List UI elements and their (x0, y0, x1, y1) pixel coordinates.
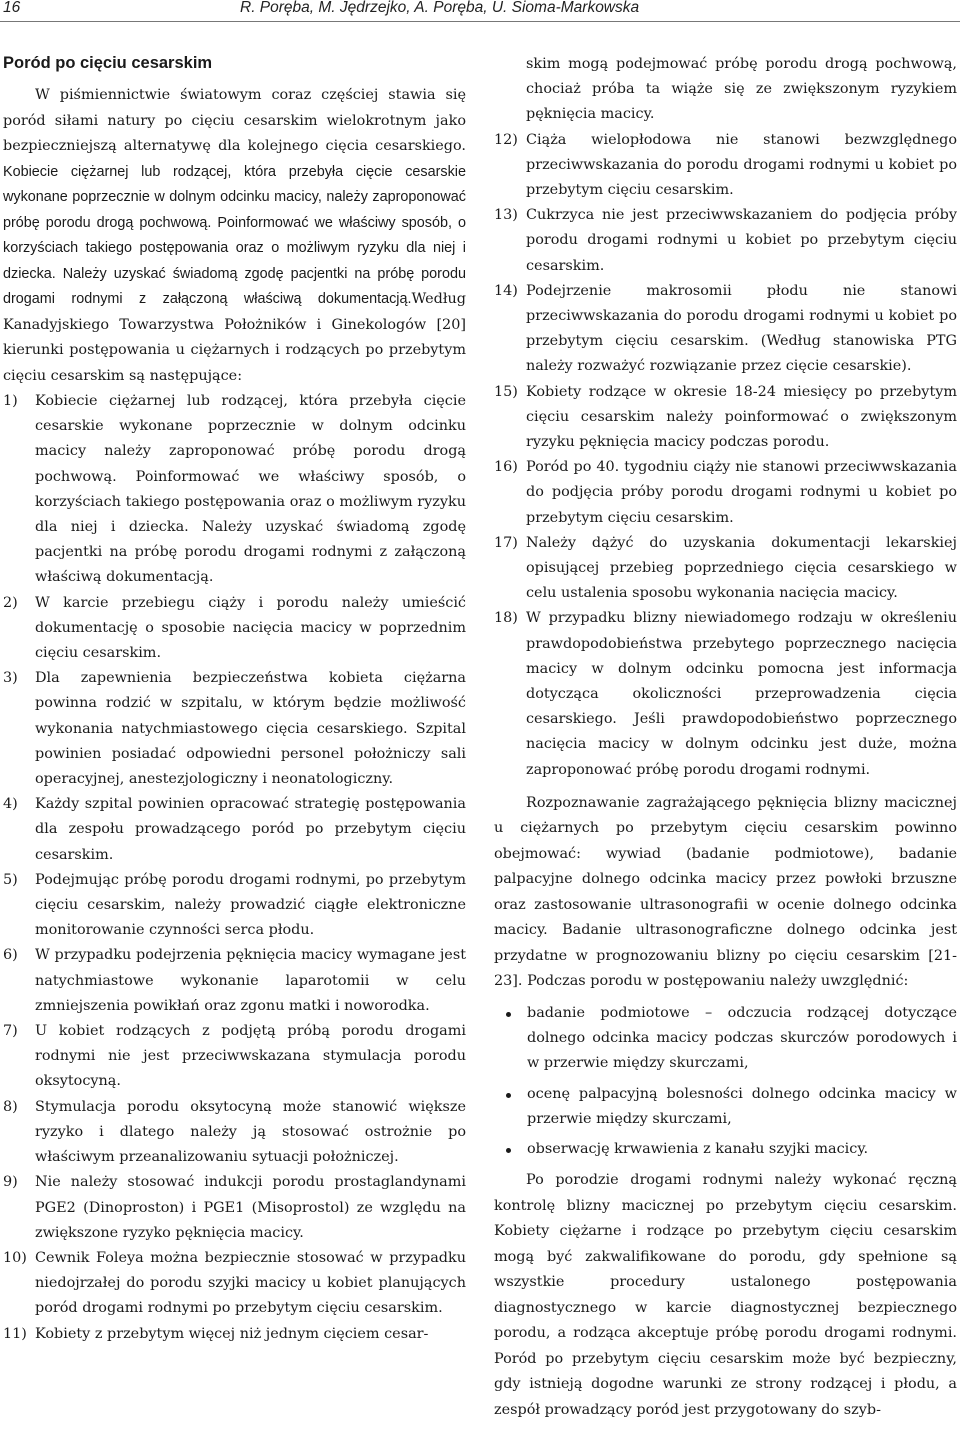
item-number: 3) (3, 670, 18, 687)
list-item (494, 128, 957, 204)
bullet-text: badanie podmiotowe – odczucia rodzącej dotyczące dolnego odcinka macicy podczas skurczów porodowych i w przerwie między skurczami, (527, 1004, 957, 1072)
item-text: Poród po 40. tygodniu ciąży nie stanowi przeciwwskazania do podjęcia próby porodu drogami rodnymi u kobiet po przebytym cięciu cesarskim. (526, 459, 957, 526)
item-text: Każdy szpital powinien opracować strategię postępowania dla zespołu prowadzącego poród po przebytym cięciu cesarskim. (35, 796, 466, 863)
running-header-authors: R. Poręba, M. Jędrzejko, A. Poręba, U. Sioma-Markowska (240, 0, 640, 16)
item-number: 14) (494, 282, 518, 299)
recommendations-list-right (494, 128, 957, 783)
item-text: Ciąża wielopłodowa nie stanowi bezwzględnego przeciwwskazania do porodu drogami rodnymi u kobiet po przebytym cięciu cesarskim. (526, 131, 957, 199)
list-item (3, 666, 466, 792)
item-number: 18) (494, 610, 518, 627)
item-number: 2) (3, 594, 18, 611)
list-item (3, 792, 466, 868)
item-text: W przypadku blizny niewiadomego rodzaju w określeniu prawdopodobieństwa przebytego poprzecznego nacięcia macicy w dolnym odcinku pomocna jest informacja dotycząca okoliczności przeprowadzenia cięcia cesarskiego. Jeśli prawdopodobieństwo poprzecznego nacięcia macicy w dolnym odcinku jest duże, można zaproponować próbę porodu drogami rodnymi. (526, 610, 957, 778)
list-item (494, 380, 957, 456)
item-number: 7) (3, 1023, 18, 1040)
bullet-dot-icon (506, 1148, 511, 1153)
diagnosis-paragraph: Rozpoznawanie zagrażającego pęknięcia blizny macicznej u ciężarnych po przebytym cięciu cesarskim powinno obejmować: wywiad (badanie podmiotowe), badanie palpacyjne dolnego odcinka macicy przez powłoki brzuszne oraz zastosowanie ultrasonografii w ocenie dolnego odcinka macicy. Badanie ultrasonograficzne dolnego odcinka jest przydatne w prognozowaniu blizny po cięciu cesarskim [21-23]. Podczas porodu w postępowaniu należy uwzględnić: (494, 794, 957, 990)
list-item (3, 1019, 466, 1095)
item-text: Stymulacja porodu oksytocyną może stanowić większe ryzyko i dlatego należy ją stosować ostrożnie po właściwym przeanalizowaniu sytuacji położniczej. (35, 1098, 466, 1166)
item-text: Podejmując próbę porodu drogami rodnymi, po przebytym cięciu cesarskim, należy prowadzić ciągłe elektroniczne monitorowanie czynności serca płodu. (35, 871, 466, 939)
item-text: Podejrzenie makrosomii płodu nie stanowi przeciwwskazania do porodu drogami rodnymi u kobiet po przebytym cięciu cesarskim. (Według stanowiska PTG należy rozważyć rozwiązanie przez cięcie cesarskie). (526, 282, 957, 375)
recommendations-list-left (3, 389, 466, 1347)
item-number: 12) (494, 131, 518, 148)
item-number: 5) (3, 871, 18, 888)
item-text: Należy dążyć do uzyskania dokumentacji lekarskiej opisującej przebieg poprzedniego cięcia cesarskiego w celu ustalenia sposobu wykonania nacięcia macicy. (526, 534, 957, 602)
list-item (3, 943, 466, 1019)
item-text: Dla zapewnienia bezpieczeństwa kobieta ciężarna powinna rodzić w szpitalu, w którym będzie możliwość wykonania natychmiastowego cięcia cesarskiego. Szpital powinien posiadać odpowiedni personel położniczy sali operacyjnej, anestezjologiczny i neonatologiczny. (35, 670, 466, 788)
item-text: Kobiety rodzące w okresie 18-24 miesięcy po przebytym cięciu cesarskim należy poinformować o zwiększonym ryzyku pęknięcia macicy podczas porodu. (526, 383, 957, 451)
item-text: Cukrzyca nie jest przeciwwskazaniem do podjęcia próby porodu drogami rodnymi u kobiet po przebytym cięciu cesarskim. (526, 207, 957, 274)
intro-sans-text: Kobiecie ciężarnej lub rodzącej, która przebyła cięcie cesarskie wykonane poprzecznie w dolnym odcinku macicy, należy zaproponować próbę porodu drogą pochwową. Poinformować we właściwy sposób, o korzyściach takiego postępowania oraz o możliwym ryzyku dla niej i dziecka. Należy uzyskać świadomą zgodę pacjentki na próbę porodu drogami rodnymi z załączoną właściwą dokumentacją. (3, 163, 466, 307)
item-text: Nie należy stosować indukcji porodu prostaglandynami PGE2 (Dinoproston) i PGE1 (Misoprostol) ze względu na zwiększone ryzyko pęknięcia macicy. (35, 1174, 466, 1241)
right-column (494, 52, 957, 1423)
item-number: 4) (3, 796, 18, 813)
page-number: 16 (3, 0, 21, 16)
list-item (494, 606, 957, 782)
bullet-item (494, 1082, 957, 1132)
bullet-item (494, 1137, 957, 1162)
list-item (3, 1246, 466, 1322)
header-rule (0, 21, 960, 22)
item-number: 11) (3, 1325, 27, 1342)
bullet-text: ocenę palpacyjną bolesności dolnego odcinka macicy w przerwie między skurczami, (527, 1085, 957, 1127)
bullet-item (494, 1001, 957, 1077)
item-number: 13) (494, 207, 518, 224)
bullet-dot-icon (506, 1012, 511, 1017)
list-item (494, 203, 957, 279)
list-item (494, 531, 957, 607)
item-text: W przypadku podejrzenia pęknięcia macicy wymagane jest natychmiastowe wykonanie laparotomii w celu zmniejszenia powikłań oraz zgonu matki i noworodka. (35, 947, 466, 1014)
item-number: 6) (3, 947, 18, 964)
item-number: 1) (3, 393, 18, 409)
list-item (3, 591, 466, 667)
list-item (494, 279, 957, 380)
item-number: 8) (3, 1098, 18, 1115)
list-item (3, 1322, 466, 1347)
item-text: Kobiecie ciężarnej lub rodzącej, która przebyła cięcie cesarskie wykonane poprzecznie w dolnym odcinku macicy należy zaproponować próbę porodu drogą pochwową. Poinformować we właściwy sposób, o korzyściach takiego postępowania oraz o możliwym ryzyku dla niej i dziecka. Należy uzyskać świadomą zgodę pacjentki na próbę porodu drogami rodnymi z załączoną właściwą dokumentacją. (35, 393, 466, 586)
spacer (494, 783, 957, 791)
item-text: Cewnik Foleya można bezpiecznie stosować w przypadku niedojrzałej do porodu szyjki macicy u kobiet planujących poród drogami rodnymi po przebytym cięciu cesarskim. (35, 1249, 466, 1317)
list-item (3, 389, 466, 591)
section-title: Poród po cięciu cesarskim (3, 54, 213, 72)
item-number: 9) (3, 1174, 18, 1191)
bullet-list (494, 1001, 957, 1162)
list-item (3, 868, 466, 944)
item-number: 10) (3, 1249, 27, 1266)
left-column (3, 50, 466, 1347)
intro-serif-text-2: Według Kanadyjskiego Towarzystwa Położników i Ginekologów [20] kierunki postępowania u ciężarnych i rodzących po przebytym cięciu cesarskim są następujące: (3, 291, 466, 384)
intro-paragraph (3, 83, 466, 389)
item-number: 17) (494, 534, 518, 551)
list-item (3, 1095, 466, 1171)
post-delivery-paragraph: Po porodzie drogami rodnymi należy wykonać ręczną kontrolę blizny macicznej po przebytym cięciu cesarskim. Kobiety ciężarne i rodzące po przebytym cięciu cesarskim mogą być zakwalifikowane do porodu, gdy spełnione są wszystkie procedury ustalonego postępowania diagnostycznego w karcie diagnostycznej bezpiecznego porodu, a rodząca akceptuje próbę porodu drogami rodnymi. Poród po przebytym cięciu cesarskim może być bezpieczny, gdy istnieją dogodne warunki ze strony rodzącej i płodu, a zespół prowadzący poród jest przygotowany do szyb- (494, 1172, 957, 1418)
intro-serif-text: W piśmiennictwie światowym coraz częściej stawia się poród siłami natury po cięciu cesarskim wielokrotnym jako bezpieczniejszą alternatywę dla kolejnego cięcia cesarskiego. (3, 87, 466, 154)
item-number: 15) (494, 383, 518, 400)
running-header (0, 0, 960, 22)
item-text: W karcie przebiegu ciąży i porodu należy umieścić dokumentację o sposobie nacięcia macicy w poprzednim cięciu cesarskim. (35, 594, 466, 662)
item-text: U kobiet rodzących z podjętą próbą porodu drogami rodnymi nie jest przeciwwskazana stymulacja porodu oksytocyną. (35, 1023, 466, 1090)
bullet-dot-icon (506, 1093, 511, 1098)
list-item (494, 455, 957, 531)
list-item (3, 1170, 466, 1246)
item-text: Kobiety z przebytym więcej niż jednym cięciem cesar- (35, 1325, 429, 1342)
item-continuation: skim mogą podejmować próbę porodu drogą pochwową, chociaż próba ta wiąże się ze zwiększonym ryzykiem pęknięcia macicy. (526, 56, 957, 123)
bullet-text: obserwację krwawienia z kanału szyjki macicy. (527, 1140, 869, 1157)
item-number: 16) (494, 459, 518, 476)
